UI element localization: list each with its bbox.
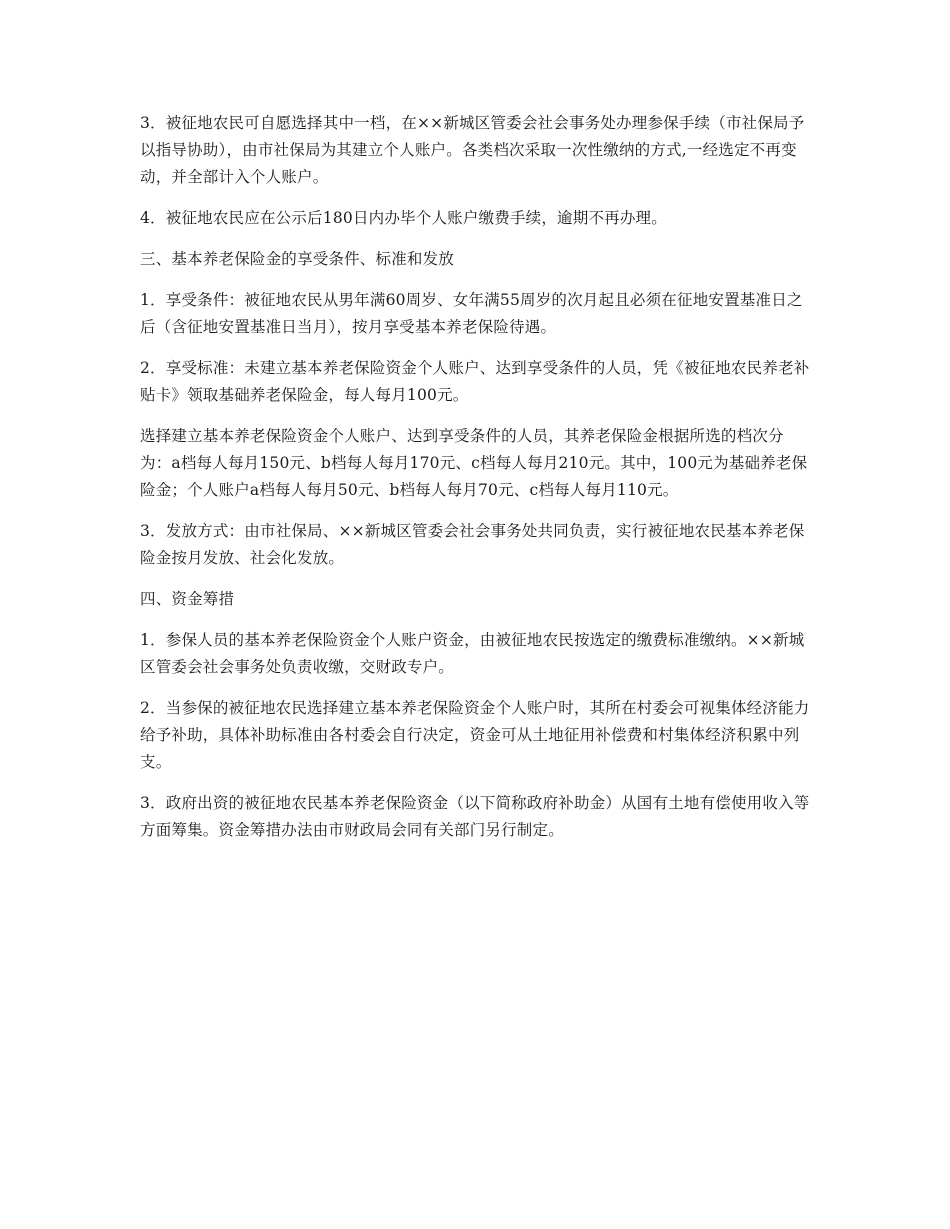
paragraph-eligibility: 1．享受条件：被征地农民从男年满60周岁、女年满55周岁的次月起且必须在征地安置基准日之后（含征地安置基准日当月），按月享受基本养老保险待遇。 (140, 291, 803, 336)
section-heading-3: 三、基本养老保险金的享受条件、标准和发放 (140, 250, 455, 268)
paragraph-item-3-enrollment: 3．被征地农民可自愿选择其中一档，在××新城区管委会社会事务处办理参保手续（市社保局予以指导协助），由市社保局为其建立个人账户。各类档次采取一次性缴纳的方式,一经选定不再变动，并全部计入个人账户。 (140, 114, 805, 186)
paragraph-government-funds: 3．政府出资的被征地农民基本养老保险资金（以下简称政府补助金）从国有土地有偿使用收入等方面筹集。资金筹措办法由市财政局会同有关部门另行制定。 (140, 794, 810, 839)
paragraph-tier-amounts: 选择建立基本养老保险资金个人账户、达到享受条件的人员，其养老保险金根据所选的档次分为：a档每人每月150元、b档每人每月170元、c档每人每月210元。其中，100元为基础养老保险金；个人账户a档每人每月50元、b档每人每月70元、c档每人每月110元。 (140, 427, 808, 499)
paragraph-standard: 2．享受标准：未建立基本养老保险资金个人账户、达到享受条件的人员，凭《被征地农民养老补贴卡》领取基础养老保险金，每人每月100元。 (140, 359, 810, 404)
paragraph-village-subsidy: 2．当参保的被征地农民选择建立基本养老保险资金个人账户时，其所在村委会可视集体经济能力给予补助，具体补助标准由各村委会自行决定，资金可从土地征用补偿费和村集体经济积累中列支。 (140, 699, 810, 771)
paragraph-item-4-deadline: 4．被征地农民应在公示后180日内办毕个人账户缴费手续，逾期不再办理。 (140, 209, 667, 227)
document-page (140, 110, 812, 858)
paragraph-distribution: 3．发放方式：由市社保局、××新城区管委会社会事务处共同负责，实行被征地农民基本养老保险金按月发放、社会化发放。 (140, 522, 805, 567)
paragraph-personal-account-funds: 1．参保人员的基本养老保险资金个人账户资金，由被征地农民按选定的缴费标准缴纳。××新城区管委会社会事务处负责收缴，交财政专户。 (140, 631, 805, 676)
section-heading-4: 四、资金筹措 (140, 590, 235, 608)
